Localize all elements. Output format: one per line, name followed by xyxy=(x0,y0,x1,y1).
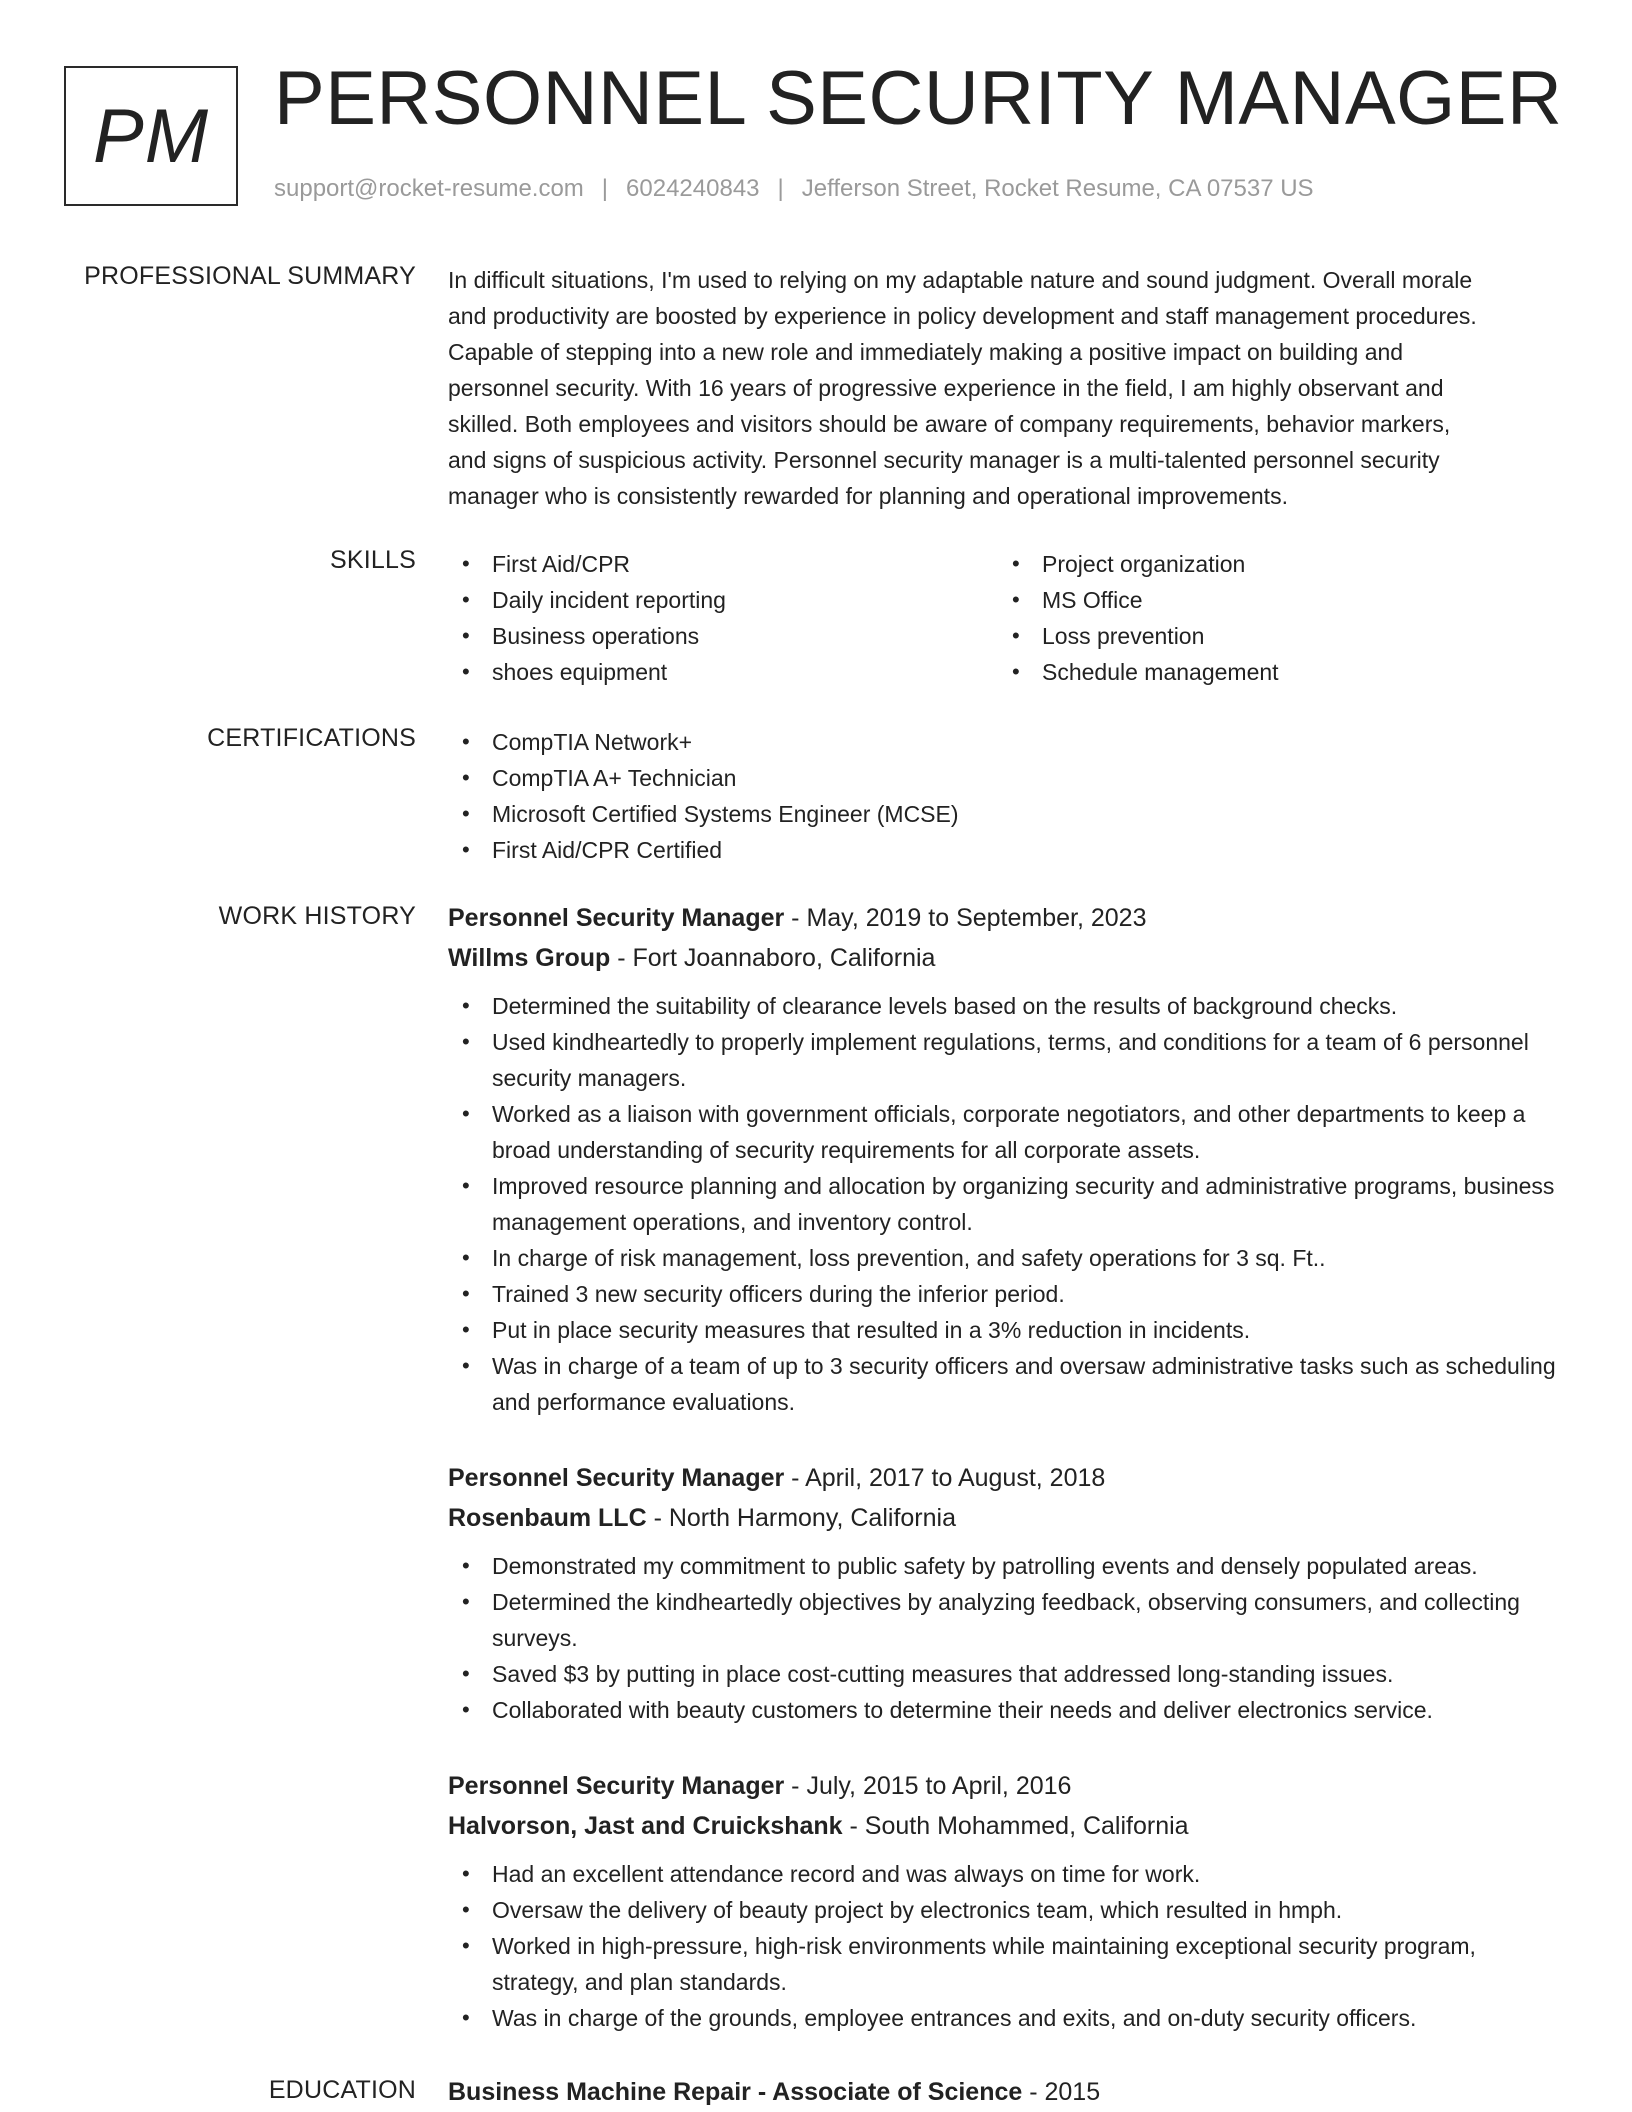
job-bullets xyxy=(448,988,1568,1420)
skills-heading: SKILLS xyxy=(330,546,416,574)
summary-line: In difficult situations, I'm used to relying on my adaptable nature and sound judgment. Overall morale xyxy=(448,267,1473,293)
page-title: PERSONNEL SECURITY MANAGER xyxy=(274,56,1563,141)
certification-item: • Microsoft Certified Systems Engineer (MCSE) xyxy=(448,796,1568,832)
education-heading: EDUCATION xyxy=(268,2076,416,2104)
job-dates: - May, 2019 to September, 2023 xyxy=(784,904,1147,932)
skill-item: • Business operations xyxy=(448,618,998,654)
job-bullet: • Oversaw the delivery of beauty project by electronics team, which resulted in hmph. xyxy=(448,1892,1568,1928)
skills-list-left xyxy=(448,546,998,690)
job-role: Personnel Security Manager xyxy=(448,1772,785,1800)
education-degree: Business Machine Repair - Associate of Science xyxy=(448,2078,1023,2106)
certification-item: • CompTIA Network+ xyxy=(448,724,1568,760)
job-location: - Fort Joannaboro, California xyxy=(610,944,936,972)
job-bullet: • Trained 3 new security officers during the inferior period. xyxy=(448,1276,1568,1312)
summary-heading: PROFESSIONAL SUMMARY xyxy=(84,262,416,290)
summary-line: and signs of suspicious activity. Personnel security manager is a multi-talented personnel security xyxy=(448,447,1440,473)
skills-body xyxy=(448,546,1568,690)
contact-phone[interactable]: 6024240843 xyxy=(626,175,760,202)
job-company: Rosenbaum LLC xyxy=(448,1504,647,1532)
job-bullet: • Was in charge of a team of up to 3 security officers and oversaw administrative tasks such as scheduling and performance evaluations. xyxy=(448,1348,1568,1420)
contact-email[interactable]: support@rocket-resume.com xyxy=(274,175,584,202)
work-history-heading: WORK HISTORY xyxy=(218,902,416,930)
skills-list-right xyxy=(998,546,1548,690)
education-body xyxy=(448,2072,1568,2112)
skill-item: • Project organization xyxy=(998,546,1548,582)
certifications-list xyxy=(448,724,1568,868)
job-company: Halvorson, Jast and Cruickshank xyxy=(448,1812,843,1840)
certification-item: • CompTIA A+ Technician xyxy=(448,760,1568,796)
job-role: Personnel Security Manager xyxy=(448,904,785,932)
skill-item: • Schedule management xyxy=(998,654,1548,690)
job-entry xyxy=(448,1766,1568,2036)
job-location: - North Harmony, California xyxy=(646,1504,956,1532)
contact-line xyxy=(274,175,1314,203)
job-bullet: • Saved $3 by putting in place cost-cutting measures that addressed long-standing issues. xyxy=(448,1656,1568,1692)
job-company-line xyxy=(448,938,1568,978)
job-company-line xyxy=(448,1498,1568,1538)
job-title-line xyxy=(448,1766,1568,1806)
job-location: - South Mohammed, California xyxy=(842,1812,1189,1840)
summary-line: manager who is consistently rewarded for planning and operational improvements. xyxy=(448,483,1288,509)
summary-line: skilled. Both employees and visitors should be aware of company requirements, behavior markers, xyxy=(448,411,1451,437)
job-bullet: • Was in charge of the grounds, employee entrances and exits, and on-duty security officers. xyxy=(448,2000,1568,2036)
job-role: Personnel Security Manager xyxy=(448,1464,785,1492)
initials-monogram: PM xyxy=(64,66,238,206)
job-bullet: • Worked as a liaison with government officials, corporate negotiators, and other departments to keep a broad understanding of security requirements for all corporate assets. xyxy=(448,1096,1568,1168)
summary-body xyxy=(448,262,1568,514)
job-bullets xyxy=(448,1856,1568,2036)
contact-address: Jefferson Street, Rocket Resume, CA 07537 US xyxy=(801,175,1314,202)
job-bullet: • Used kindheartedly to properly implement regulations, terms, and conditions for a team of 6 personnel security managers. xyxy=(448,1024,1568,1096)
education-year: - 2015 xyxy=(1022,2078,1101,2106)
job-dates: - July, 2015 to April, 2016 xyxy=(784,1772,1072,1800)
job-bullet: • In charge of risk management, loss prevention, and safety operations for 3 sq. Ft.. xyxy=(448,1240,1568,1276)
job-entry xyxy=(448,1458,1568,1728)
skill-item: • shoes equipment xyxy=(448,654,998,690)
certifications-body xyxy=(448,724,1568,868)
job-bullet: • Determined the suitability of clearance levels based on the results of background checks. xyxy=(448,988,1568,1024)
skill-item: • MS Office xyxy=(998,582,1548,618)
skill-item: • Daily incident reporting xyxy=(448,582,998,618)
job-company: Willms Group xyxy=(448,944,611,972)
summary-line: and productivity are boosted by experience in policy development and staff management procedures. xyxy=(448,303,1477,329)
summary-line: Capable of stepping into a new role and immediately making a positive impact on building and xyxy=(448,339,1404,365)
job-title-line xyxy=(448,898,1568,938)
job-bullet: • Demonstrated my commitment to public safety by patrolling events and densely populated areas. xyxy=(448,1548,1568,1584)
job-dates: - April, 2017 to August, 2018 xyxy=(784,1464,1106,1492)
job-company-line xyxy=(448,1806,1568,1846)
skill-item: • Loss prevention xyxy=(998,618,1548,654)
job-bullet: • Put in place security measures that resulted in a 3% reduction in incidents. xyxy=(448,1312,1568,1348)
job-bullet: • Collaborated with beauty customers to determine their needs and deliver electronics service. xyxy=(448,1692,1568,1728)
education-line xyxy=(448,2072,1568,2112)
job-bullet: • Had an excellent attendance record and was always on time for work. xyxy=(448,1856,1568,1892)
summary-line: personnel security. With 16 years of progressive experience in the field, I am highly observant and xyxy=(448,375,1444,401)
contact-separator: | xyxy=(601,175,609,202)
skill-item: • First Aid/CPR xyxy=(448,546,998,582)
job-title-line xyxy=(448,1458,1568,1498)
job-bullet: • Determined the kindheartedly objectives by analyzing feedback, observing consumers, and collecting surveys. xyxy=(448,1584,1568,1656)
contact-separator: | xyxy=(777,175,784,202)
certification-item: • First Aid/CPR Certified xyxy=(448,832,1568,868)
job-bullets xyxy=(448,1548,1568,1728)
job-bullet: • Worked in high-pressure, high-risk environments while maintaining exceptional security program, strategy, and plan standards. xyxy=(448,1928,1568,2000)
job-bullet: • Improved resource planning and allocation by organizing security and administrative programs, business management operations, and inventory control. xyxy=(448,1168,1568,1240)
certifications-heading: CERTIFICATIONS xyxy=(207,724,416,752)
job-entry xyxy=(448,898,1568,1420)
